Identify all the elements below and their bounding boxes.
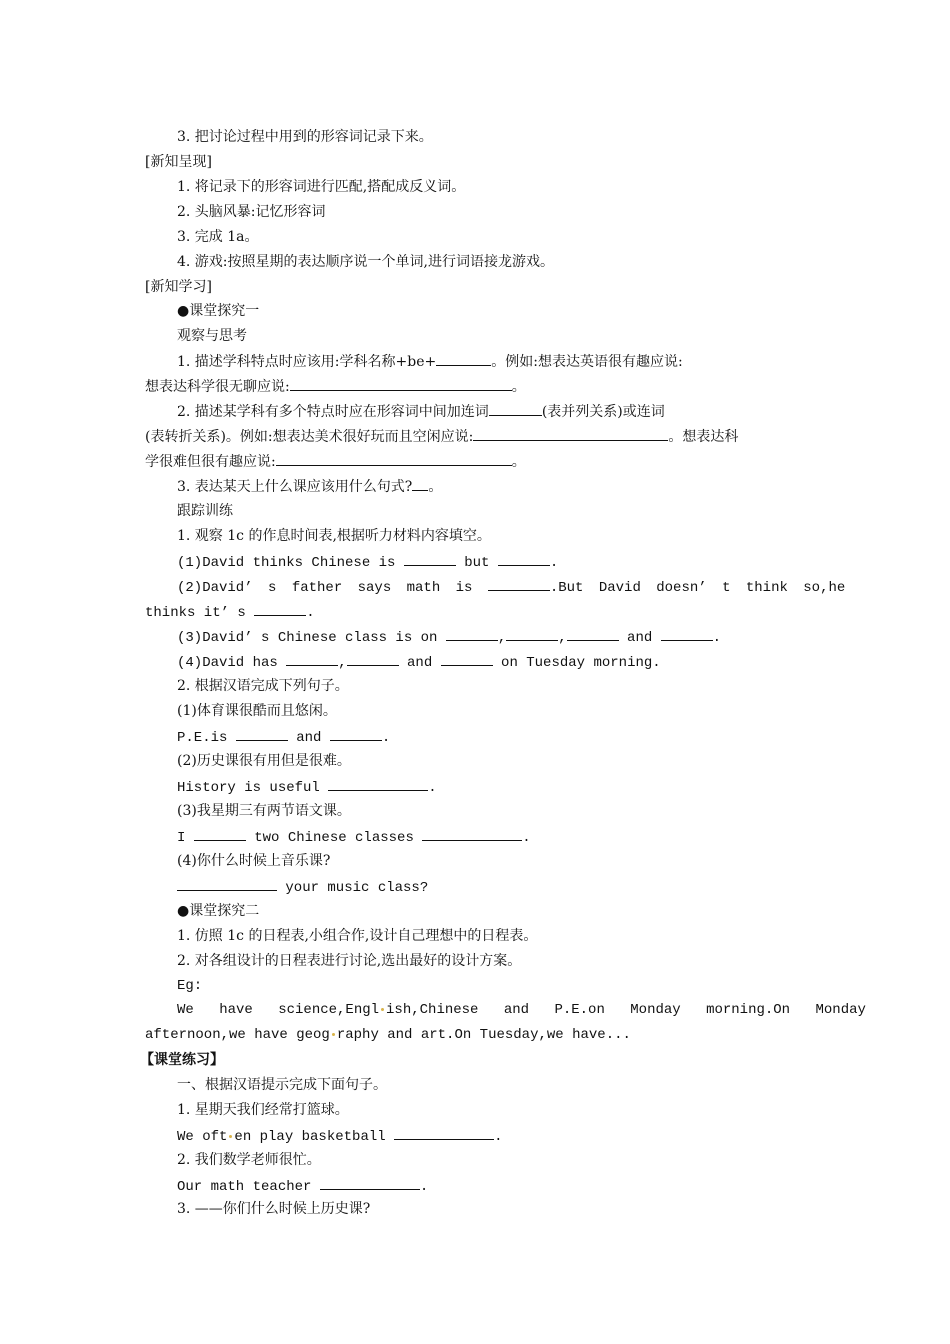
text-segment: and — [398, 655, 441, 671]
text-segment: . — [522, 830, 531, 846]
text-segment: . — [381, 730, 391, 746]
text-segment: and — [618, 630, 661, 646]
fill-blank[interactable] — [347, 652, 399, 666]
fill-blank[interactable] — [422, 827, 522, 841]
fill-blank[interactable] — [254, 602, 306, 616]
text-line: 3. 完成 1a。 — [177, 229, 259, 245]
text-segment: 。想表达科 — [668, 429, 739, 445]
text-line: (3)我星期三有两节语文课。 — [177, 803, 351, 819]
text-segment: . — [494, 1129, 503, 1145]
fill-blank[interactable] — [489, 402, 542, 416]
text-segment: We have science,Engl — [177, 1002, 380, 1018]
fill-blank[interactable] — [177, 877, 277, 891]
text-segment: 。 — [511, 454, 526, 470]
text-line — [177, 652, 810, 670]
text-segment: . — [306, 605, 315, 621]
text-line — [145, 427, 810, 445]
text-segment: 2. 描述某学科有多个特点时应在形容词中间加连词 — [177, 404, 489, 420]
text-line: 2. 根据汉语完成下列句子。 — [177, 678, 349, 694]
text-line — [177, 827, 810, 845]
subsection-heading: ●课堂探究二 — [177, 903, 260, 919]
fill-blank[interactable] — [328, 777, 428, 791]
text-segment: .But David doesn’ t think so,he — [549, 580, 846, 596]
fill-blank[interactable] — [498, 552, 550, 566]
text-line — [145, 1026, 810, 1044]
text-segment: raphy and art.On Tuesday,we have... — [336, 1027, 631, 1043]
ink-dot — [229, 1135, 232, 1138]
fill-blank[interactable] — [446, 627, 498, 641]
text-segment: your music class? — [277, 880, 429, 896]
text-line: 1. 星期天我们经常打篮球。 — [177, 1102, 349, 1118]
text-segment: 想表达科学很无聊应说: — [145, 379, 290, 395]
text-segment: We oft — [177, 1129, 228, 1145]
text-segment: afternoon,we have geog — [145, 1027, 330, 1043]
text-segment: and — [287, 730, 330, 746]
fill-blank[interactable] — [488, 577, 550, 591]
text-line — [177, 552, 810, 570]
text-segment: . — [549, 555, 559, 571]
ink-dot — [332, 1033, 335, 1036]
subsection-heading: ●课堂探究一 — [177, 303, 260, 319]
text-line: 1. 仿照 1c 的日程表,小组合作,设计自己理想中的日程表。 — [177, 928, 538, 944]
fill-blank[interactable] — [661, 627, 713, 641]
text-segment: History is useful — [177, 780, 329, 796]
text-line: 4. 游戏:按照星期的表达顺序说一个单词,进行词语接龙游戏。 — [177, 254, 554, 270]
text-line — [177, 627, 810, 645]
subsection-heading: 跟踪训练 — [177, 503, 233, 519]
text-line — [177, 777, 810, 795]
section-heading: 【课堂练习】 — [140, 1052, 224, 1068]
text-line — [145, 602, 810, 620]
text-segment: ish,Chinese and P.E.on Monday morning.On Monday — [386, 1002, 866, 1018]
text-segment: thinks it’ s — [145, 605, 255, 621]
text-line: 3. ——你们什么时候上历史课? — [177, 1201, 371, 1217]
text-segment: 。 — [428, 479, 443, 495]
text-segment: P.E.is — [177, 730, 236, 746]
text-line — [177, 877, 810, 895]
fill-blank[interactable] — [567, 627, 619, 641]
text-segment: but — [455, 555, 498, 571]
text-segment: . — [712, 630, 722, 646]
text-segment: (表转折关系)。例如:想表达美术很好玩而且空闲应说: — [145, 429, 474, 445]
text-segment: on Tuesday morning. — [492, 655, 661, 671]
fill-blank[interactable] — [412, 477, 428, 491]
text-line: 1. 观察 1c 的作息时间表,根据听力材料内容填空。 — [177, 528, 491, 544]
fill-blank[interactable] — [276, 452, 512, 466]
text-line: 1. 将记录下的形容词进行匹配,搭配成反义词。 — [177, 179, 466, 195]
fill-blank[interactable] — [194, 827, 246, 841]
text-line — [177, 352, 810, 370]
fill-blank[interactable] — [436, 352, 491, 366]
text-line — [177, 1126, 810, 1144]
text-line — [177, 1176, 810, 1194]
text-line — [145, 377, 810, 395]
text-segment: I — [177, 830, 194, 846]
text-line: 2. 头脑风暴:记忆形容词 — [177, 204, 326, 220]
text-segment: , — [338, 655, 347, 671]
text-line — [177, 477, 810, 495]
text-segment: , — [497, 630, 507, 646]
text-line: 2. 对各组设计的日程表进行讨论,选出最好的设计方案。 — [177, 953, 522, 969]
text-segment: , — [558, 630, 567, 646]
text-line: 一、根据汉语提示完成下面句子。 — [177, 1077, 387, 1093]
text-line: Eg: — [177, 978, 203, 994]
text-segment: en play basketball — [234, 1129, 395, 1145]
text-line: 2. 我们数学老师很忙。 — [177, 1152, 321, 1168]
text-segment: Our math teacher — [177, 1179, 320, 1195]
fill-blank[interactable] — [394, 1126, 494, 1140]
text-segment: (2)David’ s father says math is — [177, 580, 488, 596]
fill-blank[interactable] — [506, 627, 558, 641]
text-segment: 。 — [511, 379, 526, 395]
text-segment: . — [428, 780, 437, 796]
text-segment: 1. 描述学科特点时应该用:学科名称+be+ — [177, 354, 437, 370]
text-line — [177, 727, 810, 745]
fill-blank[interactable] — [286, 652, 338, 666]
ink-dot — [381, 1008, 384, 1011]
text-line — [177, 577, 846, 596]
text-line: (1)体育课很酷而且悠闲。 — [177, 703, 337, 719]
fill-blank[interactable] — [236, 727, 288, 741]
fill-blank[interactable] — [441, 652, 493, 666]
fill-blank[interactable] — [404, 552, 456, 566]
text-line: 3. 把讨论过程中用到的形容词记录下来。 — [177, 129, 433, 145]
text-line: (4)你什么时候上音乐课? — [177, 853, 331, 869]
text-line — [177, 402, 810, 420]
text-line: (2)历史课很有用但是很难。 — [177, 753, 351, 769]
fill-blank[interactable] — [330, 727, 382, 741]
fill-blank[interactable] — [473, 427, 668, 441]
text-segment: 学很难但很有趣应说: — [145, 454, 276, 470]
section-heading: [新知呈现] — [145, 154, 212, 170]
text-line — [177, 1001, 866, 1019]
text-line: 观察与思考 — [177, 328, 247, 344]
text-segment: 3. 表达某天上什么课应该用什么句式? — [177, 479, 413, 495]
text-segment: two Chinese classes — [245, 830, 423, 846]
text-segment: (3)David’ s Chinese class is on — [177, 630, 446, 646]
text-segment: (1)David thinks Chinese is — [177, 555, 404, 571]
fill-blank[interactable] — [320, 1176, 420, 1190]
section-heading: [新知学习] — [145, 279, 212, 295]
text-segment: (4)David has — [177, 655, 287, 671]
text-segment: 。例如:想表达英语很有趣应说: — [491, 354, 683, 370]
fill-blank[interactable] — [290, 377, 512, 391]
text-segment: . — [419, 1179, 429, 1195]
text-line — [145, 452, 810, 470]
text-segment: (表并列关系)或连词 — [541, 404, 665, 420]
